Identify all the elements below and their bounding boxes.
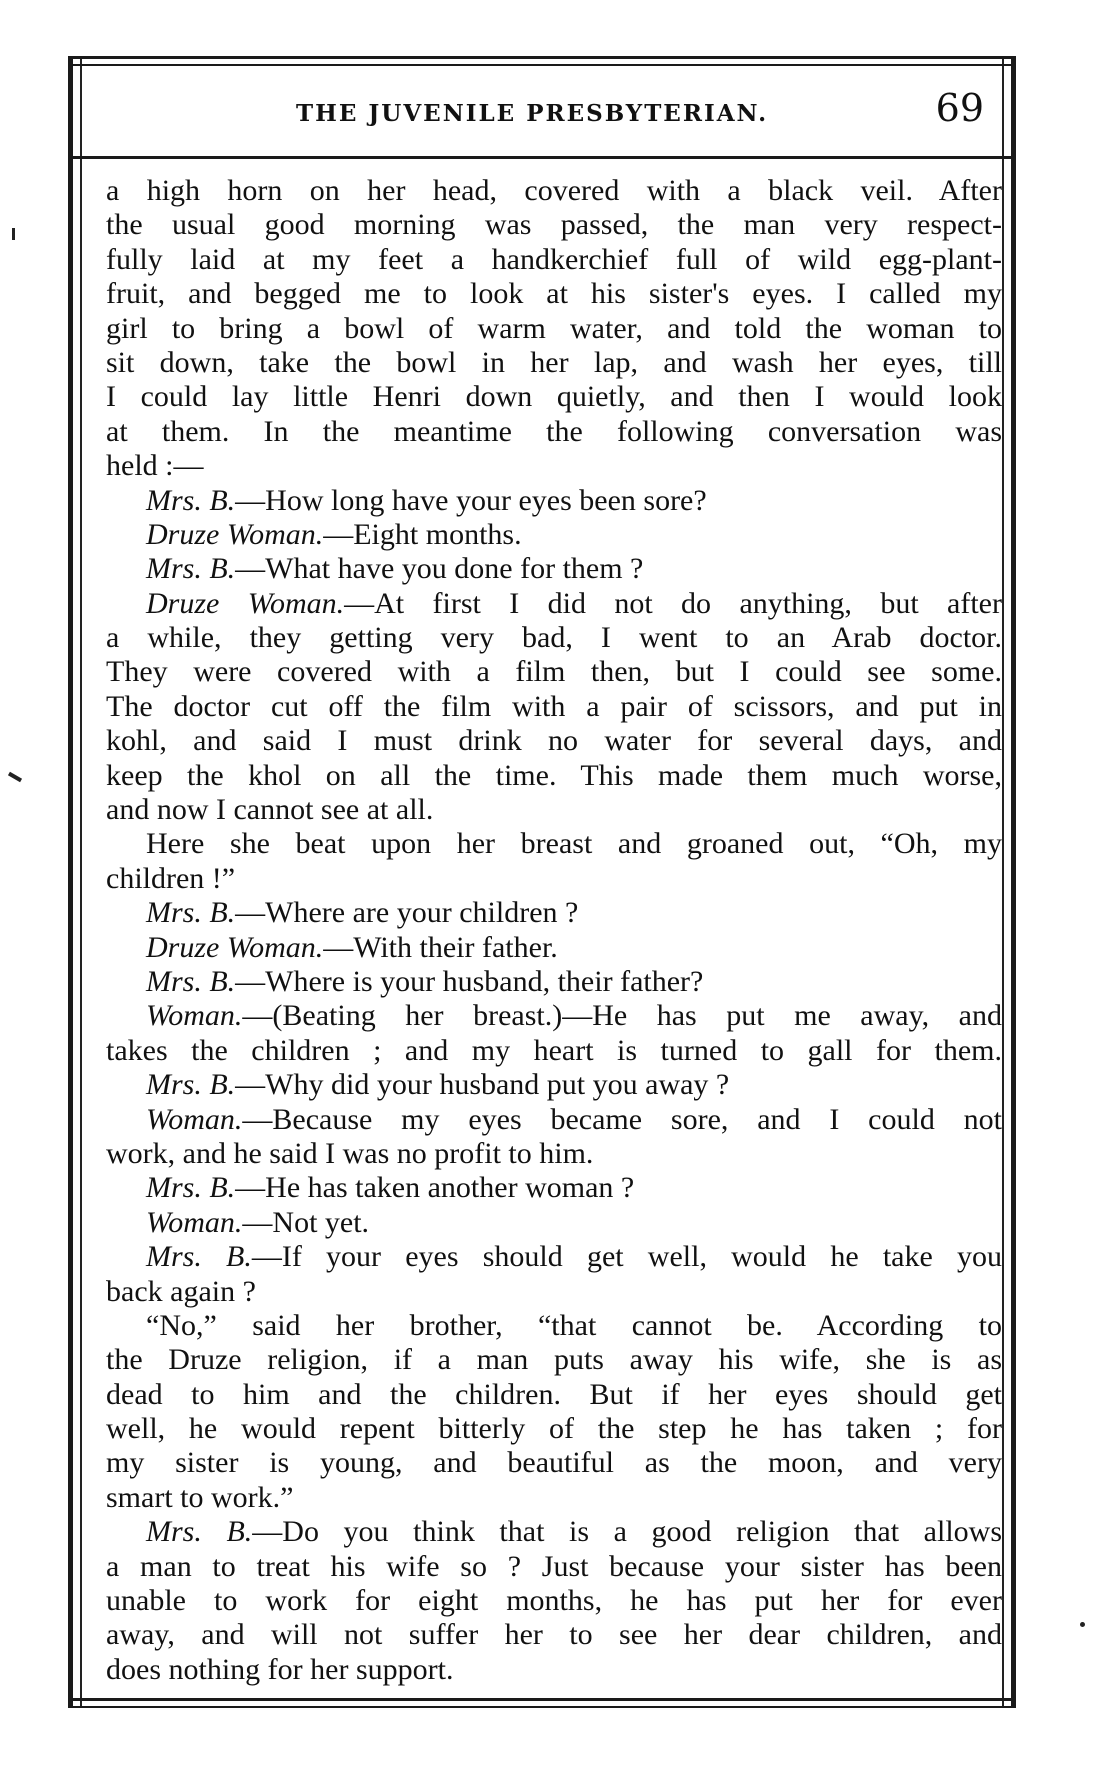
text-line	[106, 931, 1002, 965]
text-line	[106, 690, 1002, 724]
text-line	[106, 449, 1002, 483]
text-line	[106, 1412, 1002, 1446]
text-line	[106, 1515, 1002, 1549]
text-line	[106, 1653, 1002, 1687]
line-text: away, and will not suffer her to see her dear children, and	[106, 1618, 1002, 1652]
running-head: THE JUVENILE PRESBYTERIAN.	[296, 100, 769, 127]
text-line	[106, 518, 1002, 552]
top-rule-inner	[68, 64, 1016, 66]
speaker-label: Mrs. B.	[146, 1068, 236, 1102]
text-line	[106, 827, 1002, 861]
line-text: a man to treat his wife so ? Just because your sister has been	[106, 1549, 1002, 1583]
text-line	[106, 484, 1002, 518]
text-line	[106, 380, 1002, 414]
speaker-label: Mrs. B.	[146, 1515, 253, 1549]
text-line	[106, 1103, 1002, 1137]
line-text: —Because my eyes became sore, and I could not	[242, 1102, 1002, 1136]
line-text: children !”	[106, 861, 236, 895]
text-line	[106, 1584, 1002, 1618]
line-text: —With their father.	[323, 930, 558, 964]
top-rule	[68, 56, 1016, 59]
speaker-label: Mrs. B.	[146, 1240, 252, 1274]
text-line	[106, 1618, 1002, 1652]
text-line	[106, 1275, 1002, 1309]
text-line	[106, 346, 1002, 380]
text-line	[106, 1171, 1002, 1205]
text-line	[106, 552, 1002, 586]
text-line	[106, 1481, 1002, 1515]
margin-mark	[1080, 1622, 1085, 1627]
speaker-label: Druze Woman.	[146, 586, 345, 620]
line-text: —Not yet.	[242, 1205, 370, 1239]
text-line	[106, 415, 1002, 449]
text-line	[106, 1446, 1002, 1480]
text-line	[106, 277, 1002, 311]
line-text: I could lay little Henri down quietly, and then I would look	[106, 380, 1002, 414]
line-text: —Why did your husband put you away ?	[235, 1068, 730, 1102]
line-text: The doctor cut off the film with a pair of scissors, and put in	[106, 689, 1002, 723]
line-text: kohl, and said I must drink no water for several days, and	[106, 724, 1002, 758]
bottom-rule-inner	[68, 1706, 1016, 1708]
line-text: takes the children ; and my heart is turned to gall for them.	[106, 1033, 1002, 1067]
line-text: keep the khol on all the time. This made them much worse,	[106, 758, 1002, 792]
text-line	[106, 896, 1002, 930]
text-line	[106, 1206, 1002, 1240]
line-text: —Where is your husband, their father?	[235, 964, 704, 998]
speaker-label: Woman.	[146, 999, 243, 1033]
speaker-label: Mrs. B.	[146, 896, 236, 930]
line-text: sit down, take the bowl in her lap, and wash her eyes, till	[106, 345, 1002, 379]
line-text: unable to work for eight months, he has put her for ever	[106, 1584, 1002, 1618]
text-line	[106, 1068, 1002, 1102]
line-text: —Eight months.	[323, 517, 522, 551]
line-text: a while, they getting very bad, I went to an Arab doctor.	[106, 621, 1002, 655]
margin-mark	[12, 228, 15, 240]
line-text: held :—	[106, 449, 204, 483]
frame-rule-right	[1002, 56, 1004, 1706]
line-text: the usual good morning was passed, the man very respect-	[106, 208, 1002, 242]
speaker-label: Druze Woman.	[146, 930, 324, 964]
line-text: at them. In the meantime the following conversation was	[106, 414, 1002, 448]
line-text: dead to him and the children. But if her eyes should get	[106, 1377, 1002, 1411]
line-text: —At first I did not do anything, but after	[344, 586, 1002, 620]
speaker-label: Mrs. B.	[146, 1171, 236, 1205]
line-text: my sister is young, and beautiful as the moon, and very	[106, 1446, 1002, 1480]
text-line	[106, 1343, 1002, 1377]
page-header	[96, 86, 996, 136]
text-line	[106, 243, 1002, 277]
text-line	[106, 965, 1002, 999]
line-text: —He has taken another woman ?	[235, 1171, 635, 1205]
header-rule	[68, 156, 1016, 159]
line-text: —(Beating her breast.)—He has put me away, and	[242, 999, 1002, 1033]
margin-mark	[8, 772, 22, 782]
text-line	[106, 862, 1002, 896]
line-text: girl to bring a bowl of warm water, and told the woman to	[106, 311, 1002, 345]
text-line	[106, 1378, 1002, 1412]
text-line	[106, 174, 1002, 208]
line-text: and now I cannot see at all.	[106, 793, 434, 827]
speaker-label: Mrs. B.	[146, 483, 236, 517]
text-line	[106, 999, 1002, 1033]
line-text: They were covered with a film then, but I could see some.	[106, 655, 1002, 689]
line-text: —How long have your eyes been sore?	[235, 483, 707, 517]
text-line	[106, 587, 1002, 621]
text-line	[106, 1309, 1002, 1343]
body-text	[106, 174, 1002, 1687]
line-text: the Druze religion, if a man puts away his wife, she is as	[106, 1343, 1002, 1377]
text-line	[106, 1137, 1002, 1171]
line-text: a high horn on her head, covered with a black veil. After	[106, 174, 1002, 207]
speaker-label: Druze Woman.	[146, 517, 324, 551]
page-number: 69	[935, 86, 984, 130]
text-line	[106, 759, 1002, 793]
text-line	[106, 312, 1002, 346]
line-text: Here she beat upon her breast and groaned out, “Oh, my	[146, 827, 1002, 861]
line-text: “No,” said her brother, “that cannot be. According to	[146, 1308, 1002, 1342]
text-line	[106, 1240, 1002, 1274]
line-text: —Do you think that is a good religion that allows	[252, 1515, 1002, 1549]
speaker-label: Mrs. B.	[146, 552, 236, 586]
speaker-label: Woman.	[146, 1102, 243, 1136]
line-text: —Where are your children ?	[235, 896, 579, 930]
line-text: back again ?	[106, 1274, 256, 1308]
text-line	[106, 1034, 1002, 1068]
speaker-label: Woman.	[146, 1205, 243, 1239]
speaker-label: Mrs. B.	[146, 964, 236, 998]
line-text: well, he would repent bitterly of the step he has taken ; for	[106, 1412, 1002, 1446]
line-text: —If your eyes should get well, would he take you	[251, 1240, 1003, 1274]
text-line	[106, 621, 1002, 655]
line-text: fruit, and begged me to look at his sister's eyes. I called my	[106, 277, 1002, 311]
text-line	[106, 208, 1002, 242]
text-line	[106, 655, 1002, 689]
text-line	[106, 724, 1002, 758]
line-text: smart to work.”	[106, 1480, 294, 1514]
line-text: work, and he said I was no profit to him.	[106, 1136, 594, 1170]
bottom-rule	[68, 1698, 1016, 1701]
line-text: does nothing for her support.	[106, 1652, 454, 1686]
text-line	[106, 793, 1002, 827]
line-text: fully laid at my feet a handkerchief full of wild egg-plant-	[106, 242, 1002, 276]
text-line	[106, 1550, 1002, 1584]
line-text: —What have you done for them ?	[235, 552, 644, 586]
frame-rule-left	[80, 56, 82, 1706]
